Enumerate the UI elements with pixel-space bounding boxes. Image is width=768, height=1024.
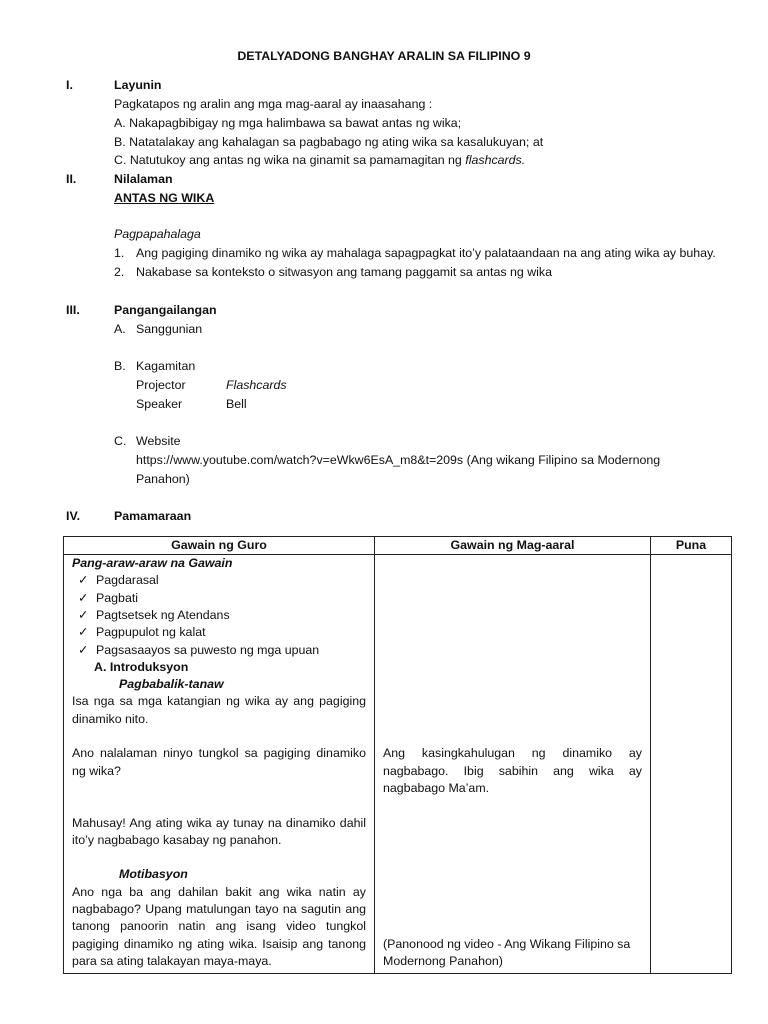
section-number-2: II.: [66, 172, 77, 186]
value-1-text: Ang pagiging dinamiko ng wika ay mahalaga sapagpagkat ito’y palataandaan na ang ating wika ay buhay.: [136, 246, 716, 260]
cell-puna: [651, 555, 732, 974]
material-flashcards: Flashcards: [226, 378, 287, 392]
check-icon: ✓: [78, 625, 89, 640]
motiv-line: pagiging dinamiko ng ating wika. Isaisip ang tanong: [72, 936, 366, 951]
cell-guro: [64, 555, 375, 974]
item-b-letter: B.: [114, 359, 126, 373]
procedure-table: [63, 536, 732, 974]
objective-c-text: C. Natutukoy ang antas ng wika na ginamit sa pamamagitan ng: [114, 153, 462, 167]
routine-title: Pang-araw-araw na Gawain: [72, 556, 233, 570]
objective-c: [114, 151, 525, 170]
website-description-cont: Panahon): [136, 472, 190, 486]
check-icon: ✓: [78, 590, 89, 605]
value-2-text: Nakabase sa konteksto o sitwasyon ang tamang paggamit sa antas ng wika: [136, 265, 553, 279]
routine-item: ✓ Pagdarasal: [78, 572, 366, 589]
video-line: (Panonood ng video - Ang Wikang Filipino sa: [383, 936, 631, 951]
balik-text-line: dinamiko nito.: [72, 711, 149, 726]
table-row: [64, 555, 732, 974]
pagbabalik-tanaw-label: Pagbabalik-tanaw: [119, 677, 224, 692]
answer-line: nagbabago Ma’am.: [383, 780, 490, 795]
routine-item: ✓ Pagbati: [78, 590, 366, 607]
item-a-letter: A.: [114, 322, 126, 336]
routine-item: ✓ Pagtsetsek ng Atendans: [78, 607, 366, 624]
balik-text-line: Isa nga sa mga katangian ng wika ay ang pagiging: [72, 694, 366, 709]
item-a-label: Sanggunian: [136, 322, 203, 336]
objective-c-flashcards: flashcards.: [465, 153, 526, 167]
routine-item: ✓ Pagsasaayos sa puwesto ng mga upuan: [78, 642, 366, 659]
answer-line: nagbabago. Ibig sabihin ang wika ay: [383, 763, 642, 778]
praise-line: Mahusay! Ang ating wika ay tunay na dinamiko dahil: [72, 815, 366, 830]
value-1-number: 1.: [114, 246, 125, 260]
check-icon: ✓: [78, 573, 89, 588]
section-heading-pangangailangan: Pangangailangan: [114, 303, 217, 317]
section-heading-layunin: Layunin: [114, 78, 162, 92]
website-url[interactable]: https://www.youtube.com/watch?v=eWkw6EsA_m8&t=209s: [136, 453, 464, 467]
values-label: Pagpapahalaga: [114, 227, 201, 241]
motiv-line: tanong panoorin natin ang isang video tungkol: [72, 919, 366, 934]
check-icon: ✓: [78, 642, 89, 657]
item-b-label: Kagamitan: [136, 359, 196, 373]
section-heading-pamamaraan: Pamamaraan: [114, 509, 192, 523]
video-line: Modernong Panahon): [383, 953, 503, 968]
value-2-number: 2.: [114, 265, 125, 279]
layunin-intro: Pagkatapos ng aralin ang mga mag-aaral ay inaasahang :: [114, 97, 433, 111]
introduksyon-heading: A. Introduksyon: [94, 659, 189, 674]
header-gawain-guro: Gawain ng Guro: [64, 537, 375, 555]
website-description: (Ang wikang Filipino sa Modernong: [466, 453, 661, 467]
item-c-label: Website: [136, 434, 181, 448]
question-line: Ano nalalaman ninyo tungkol sa pagiging dinamiko: [72, 746, 366, 761]
objective-a: A. Nakapagbibigay ng mga halimbawa sa bawat antas ng wika;: [114, 116, 462, 130]
check-icon: ✓: [78, 607, 89, 622]
cell-magaaral: [375, 555, 651, 974]
section-number-1: I.: [66, 78, 73, 92]
website-link-line: [136, 451, 660, 470]
section-number-3: III.: [66, 303, 80, 317]
header-puna: Puna: [651, 537, 732, 555]
motiv-line: para sa ating talakayan maya-maya.: [72, 953, 272, 968]
praise-line: ito’y nagbabago kasabay ng panahon.: [72, 832, 282, 847]
answer-line: Ang kasingkahulugan ng dinamiko ay: [383, 746, 642, 761]
topic-title: ANTAS NG WIKA: [114, 191, 215, 205]
section-heading-nilalaman: Nilalaman: [114, 172, 173, 186]
motibasyon-label: Motibasyon: [119, 867, 188, 882]
table-header-row: [64, 537, 732, 555]
question-line: ng wika?: [72, 763, 121, 778]
material-speaker: Speaker: [136, 397, 183, 411]
section-number-4: IV.: [66, 509, 81, 523]
document-title: DETALYADONG BANGHAY ARALIN SA FILIPINO 9: [237, 49, 531, 63]
material-bell: Bell: [226, 397, 247, 411]
material-projector: Projector: [136, 378, 186, 392]
objective-b: B. Natatalakay ang kahalagan sa pagbabago ng ating wika sa kasalukuyan; at: [114, 135, 544, 149]
routine-item: ✓ Pagpupulot ng kalat: [78, 624, 366, 641]
header-gawain-magaaral: Gawain ng Mag-aaral: [375, 537, 651, 555]
motiv-line: Ano nga ba ang dahilan bakit ang wika natin ay: [72, 884, 366, 899]
item-c-letter: C.: [114, 434, 127, 448]
motiv-line: nagbabago? Upang matulungan tayo na sagutin ang: [72, 902, 366, 916]
